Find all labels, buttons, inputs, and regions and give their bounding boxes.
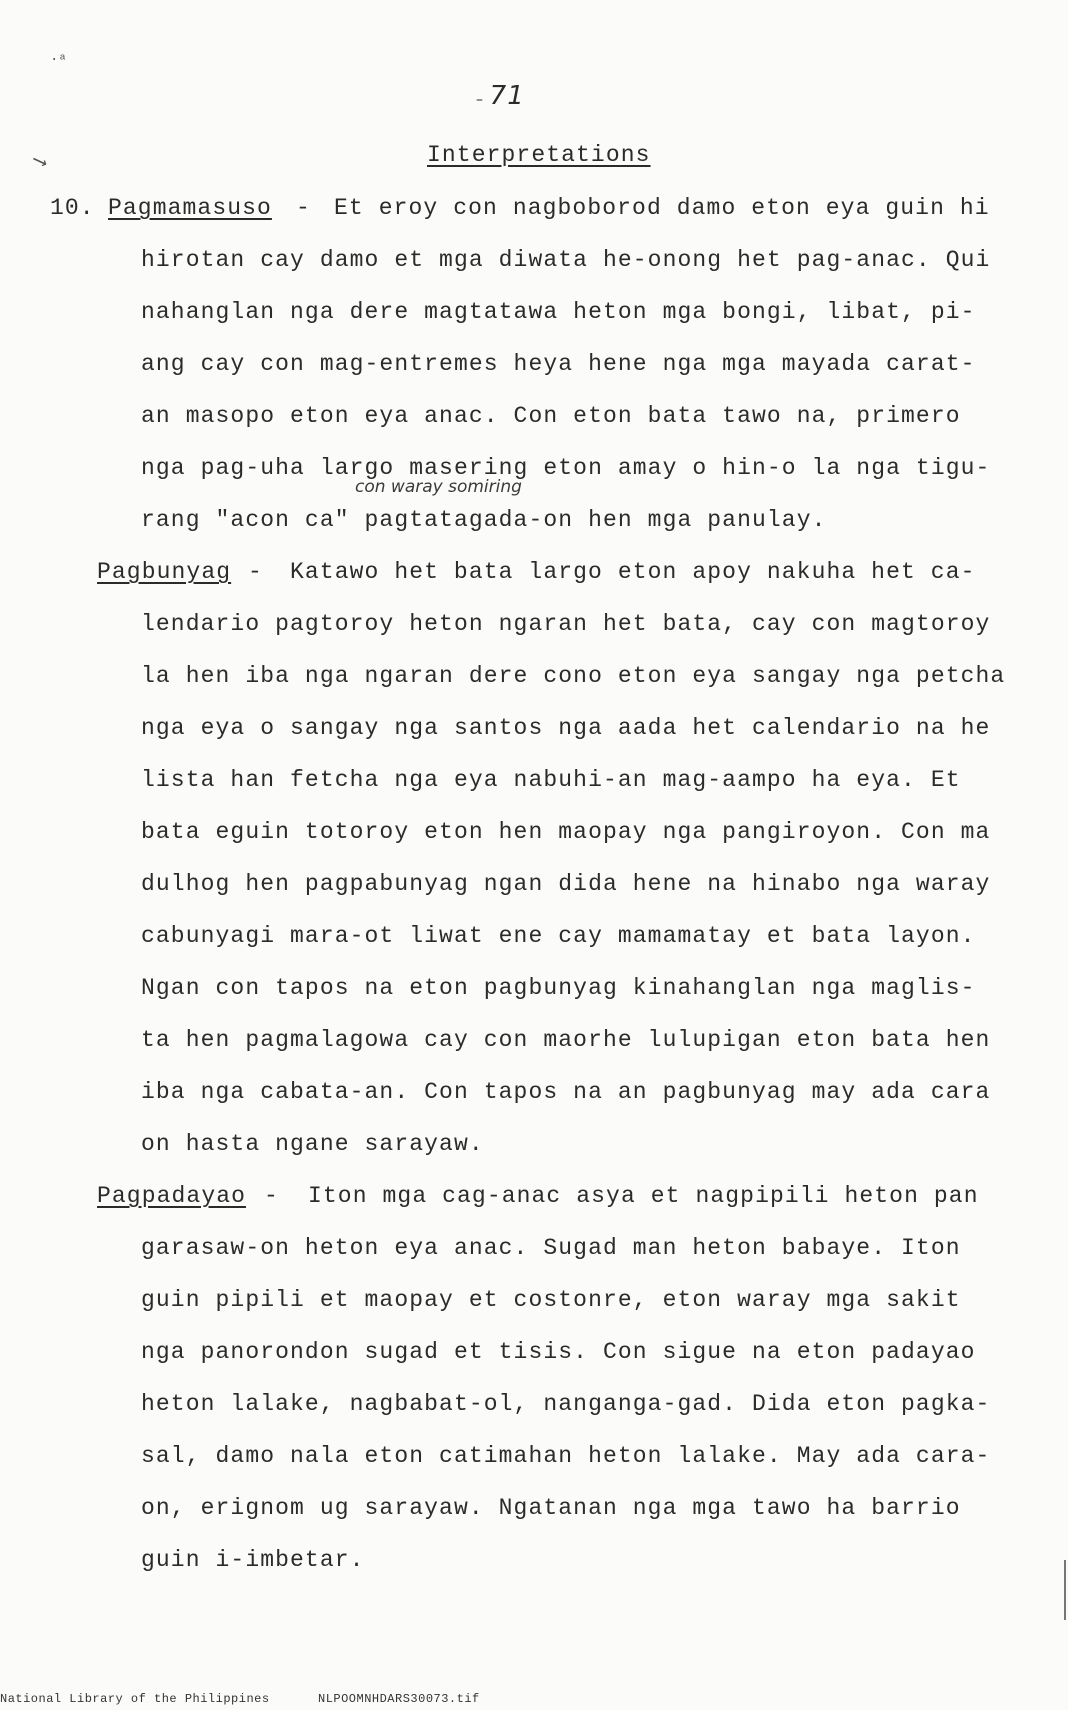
page-heading: Interpretations [427,142,651,168]
text-line: guin pipili et maopay et costonre, eton waray mga sakit [141,1287,961,1313]
text-line: Et eroy con nagboborod damo eton eya guin hi [334,195,990,221]
text-line: lista han fetcha nga eya nabuhi-an mag-aampo ha eya. Et [141,767,961,793]
page-number: – 71 [476,81,525,111]
section-term-pagmamasuso: Pagmamasuso [108,195,272,221]
page-number-value: 71 [489,81,525,111]
text-line: guin i-imbetar. [141,1547,365,1573]
text-line: ang cay con mag-entremes heya hene nga mga mayada carat- [141,351,976,377]
text-line: on hasta ngane sarayaw. [141,1131,484,1157]
footer-filename: NLPOOMNHDARS30073.tif [318,1692,480,1706]
text-line: ta hen pagmalagowa cay con maorhe lulupigan eton bata hen [141,1027,991,1053]
text-line: Iton mga cag-anac asya et nagpipili heton pan [308,1183,979,1209]
footer-library: National Library of the Philippines [0,1692,270,1706]
scan-edge-mark [1064,1560,1066,1620]
text-line: nga panorondon sugad et tisis. Con sigue na eton padayao [141,1339,976,1365]
stray-arrow-mark: ⟶ [29,149,50,176]
section-dash: - [264,1183,279,1209]
text-line: garasaw-on heton eya anac. Sugad man heton babaye. Iton [141,1235,961,1261]
text-line: sal, damo nala eton catimahan heton lalake. May ada cara- [141,1443,991,1469]
text-line: bata eguin totoroy eton hen maopay nga pangiroyon. Con ma [141,819,991,845]
text-line: hirotan cay damo et mga diwata he-onong het pag-anac. Qui [141,247,991,273]
text-line: nga eya o sangay nga santos nga aada het calendario na he [141,715,991,741]
text-line: Ngan con tapos na eton pagbunyag kinahanglan nga maglis- [141,975,976,1001]
text-line: lendario pagtoroy heton ngaran het bata, cay con magtoroy [141,611,991,637]
text-line: dulhog hen pagpabunyag ngan dida hene na hinabo nga waray [141,871,991,897]
stray-mark: ·ᵃ [50,52,67,68]
text-line: an masopo eton eya anac. Con eton bata tawo na, primero [141,403,961,429]
text-line: Katawo het bata largo eton apoy nakuha het ca- [290,559,976,585]
text-line: cabunyagi mara-ot liwat ene cay mamamatay et bata layon. [141,923,976,949]
item-number: 10. [50,195,95,221]
text-line: la hen iba nga ngaran dere cono eton eya sangay nga petcha [141,663,1006,689]
text-line: iba nga cabata-an. Con tapos na an pagbunyag may ada cara [141,1079,991,1105]
text-line: rang "acon ca" pagtatagada-on hen mga panulay. [141,507,827,533]
text-line: nga pag-uha largo masering eton amay o hin-o la nga tigu- [141,455,991,481]
section-dash: - [296,195,311,221]
text-line: on, erignom ug sarayaw. Ngatanan nga mga tawo ha barrio [141,1495,961,1521]
section-term-pagbunyag: Pagbunyag [97,559,232,585]
text-line: heton lalake, nagbabat-ol, nanganga-gad. Dida eton pagka- [141,1391,991,1417]
text-line: nahanglan nga dere magtatawa heton mga bongi, libat, pi- [141,299,976,325]
section-term-pagpadayao: Pagpadayao [97,1183,247,1209]
handwritten-insert: con waray somiring [355,477,522,497]
section-dash: - [248,559,263,585]
